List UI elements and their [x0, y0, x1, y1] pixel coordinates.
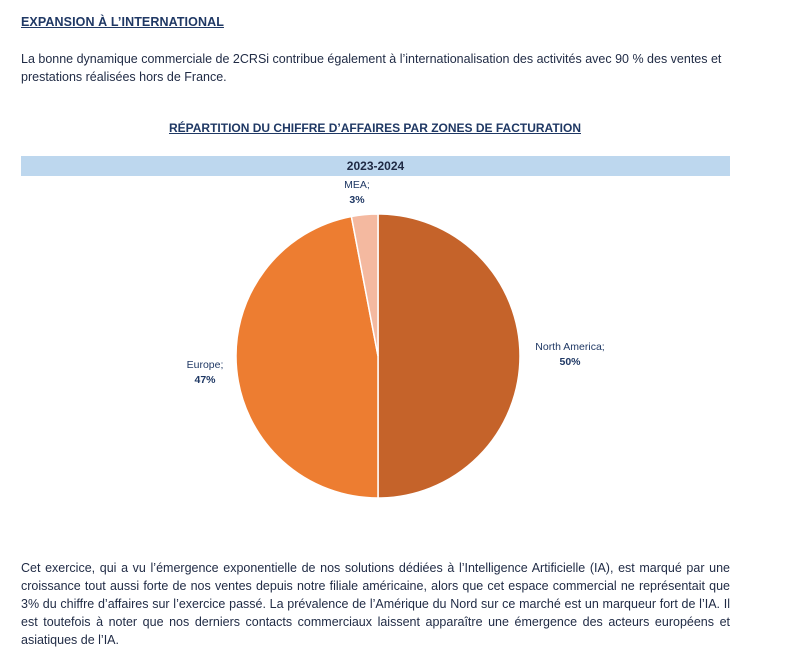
pie-slice-europe: [236, 217, 378, 498]
closing-paragraph: Cet exercice, qui a vu l’émergence exponentielle de nos solutions dédiées à l’Intelligence Artificielle (IA), est marqué par une croissance tout aussi forte de nos ventes depuis notre filiale américaine, alors que cet espace commercial ne représentait que 3% du chiffre d’affaires sur l’exercice passé. La prévalence de l’Amérique du Nord sur ce marché est un marqueur fort de l’IA. Il est toutefois à noter que nos derniers contacts commerciaux laissent apparaître une émergence des acteurs européens et asiatiques de l’IA.: [21, 561, 730, 647]
slice-label: Europe;: [186, 359, 224, 371]
pie-slice-north-america: [378, 214, 520, 498]
slice-value-label: 50%: [559, 356, 581, 368]
intro-paragraph: La bonne dynamique commerciale de 2CRSi contribue également à l’internationalisation des activités avec 90 % des ventes et prestations réalisées hors de France.: [21, 52, 722, 84]
slice-value-label: 47%: [194, 374, 216, 386]
section-heading: EXPANSION À L’INTERNATIONAL: [21, 15, 224, 29]
slice-value-label: 3%: [349, 194, 365, 206]
chart-year-band: 2023-2024: [21, 156, 730, 176]
slice-label: North America;: [535, 341, 605, 353]
slice-label: MEA;: [344, 179, 370, 191]
chart-title: RÉPARTITION DU CHIFFRE D’AFFAIRES PAR ZONES DE FACTURATION: [168, 121, 581, 135]
